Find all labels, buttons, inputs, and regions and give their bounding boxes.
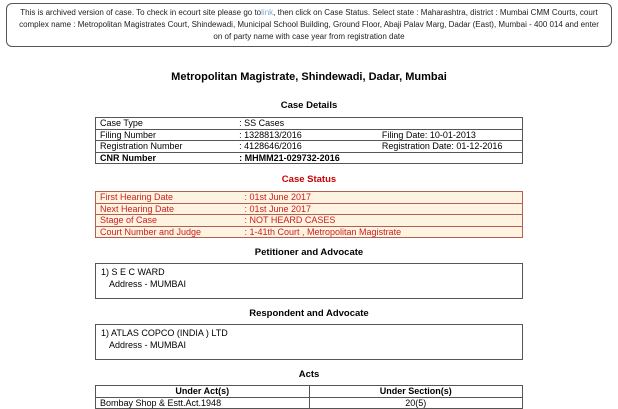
next-hearing-date-value: : 01st June 2017: [244, 203, 312, 214]
filing-number-value: : 1328813/2016: [239, 129, 302, 140]
court-number-judge-label: Court Number and Judge: [100, 226, 202, 237]
acts-table: [95, 385, 523, 409]
petitioner-box: [95, 263, 523, 299]
under-sections-column-header: Under Section(s): [309, 386, 522, 398]
table-row: [96, 129, 523, 141]
page-title: Metropolitan Magistrate, Shindewadi, Dadar, Mumbai: [171, 71, 447, 83]
petitioner-heading: Petitioner and Advocate: [254, 247, 364, 258]
table-row: [96, 226, 523, 238]
next-hearing-date-label: Next Hearing Date: [100, 203, 175, 214]
respondent-name: 1) ATLAS COPCO (INDIA ) LTD: [101, 328, 228, 338]
case-type-value: : SS Cases: [239, 118, 285, 128]
table-row: [96, 118, 523, 130]
stage-of-case-label: Stage of Case: [100, 215, 158, 225]
cnr-number-value: : MHMM21-029732-2016: [239, 152, 340, 163]
ecourt-site-link[interactable]: link: [261, 8, 274, 17]
petitioner-address: Address - MUMBAI: [109, 278, 187, 289]
table-row: [96, 203, 523, 215]
case-status-heading: Case Status: [281, 174, 337, 185]
first-hearing-date-label: First Hearing Date: [100, 192, 174, 202]
case-details-heading: Case Details: [280, 100, 338, 111]
banner-text-after-link: , then click on Case Status. Select state : Maharashtra, district : Mumbai CMM Courts, court complex name : Metropolitan Magistrates Court, Shindewadi, Municipal School Building, Ground Floor, Abaji Palav Marg, Dadar (East), Mumbai - 400 014 and enter on of party name with case year from registration date: [19, 8, 599, 41]
banner-text-before-link: This is archived version of case. To check in ecourt site please go to: [20, 8, 262, 17]
stage-of-case-value: : NOT HEARD CASES: [244, 215, 336, 225]
respondent-address: Address - MUMBAI: [109, 339, 187, 350]
petitioner-name: 1) S E C WARD: [101, 267, 165, 277]
table-row: [96, 397, 523, 409]
respondent-heading: Respondent and Advocate: [249, 308, 369, 319]
court-number-judge-value: : 1-41th Court , Metropolitan Magistrate: [244, 226, 402, 237]
registration-number-label: Registration Number: [100, 141, 183, 151]
acts-heading: Acts: [298, 369, 320, 380]
registration-number-value: : 4128646/2016: [239, 141, 302, 151]
table-row: [96, 152, 523, 164]
archived-notice-banner: [6, 3, 612, 47]
first-hearing-date-value: : 01st June 2017: [244, 192, 312, 202]
respondent-box: [95, 324, 523, 360]
table-row: [96, 215, 523, 227]
act-value: Bombay Shop & Estt.Act.1948: [96, 397, 310, 409]
table-row: [96, 192, 523, 204]
filing-number-label: Filing Number: [100, 129, 157, 140]
table-row: [96, 386, 523, 398]
case-type-label: Case Type: [100, 118, 143, 128]
case-details-table: [95, 117, 523, 164]
case-status-table: [95, 191, 523, 238]
filing-date-value: Filing Date: 10-01-2013: [381, 129, 476, 140]
section-value: 20(5): [309, 397, 522, 409]
registration-date-value: Registration Date: 01-12-2016: [381, 141, 503, 151]
cnr-number-label: CNR Number: [100, 152, 157, 163]
under-acts-column-header: Under Act(s): [96, 386, 310, 398]
table-row: [96, 141, 523, 153]
